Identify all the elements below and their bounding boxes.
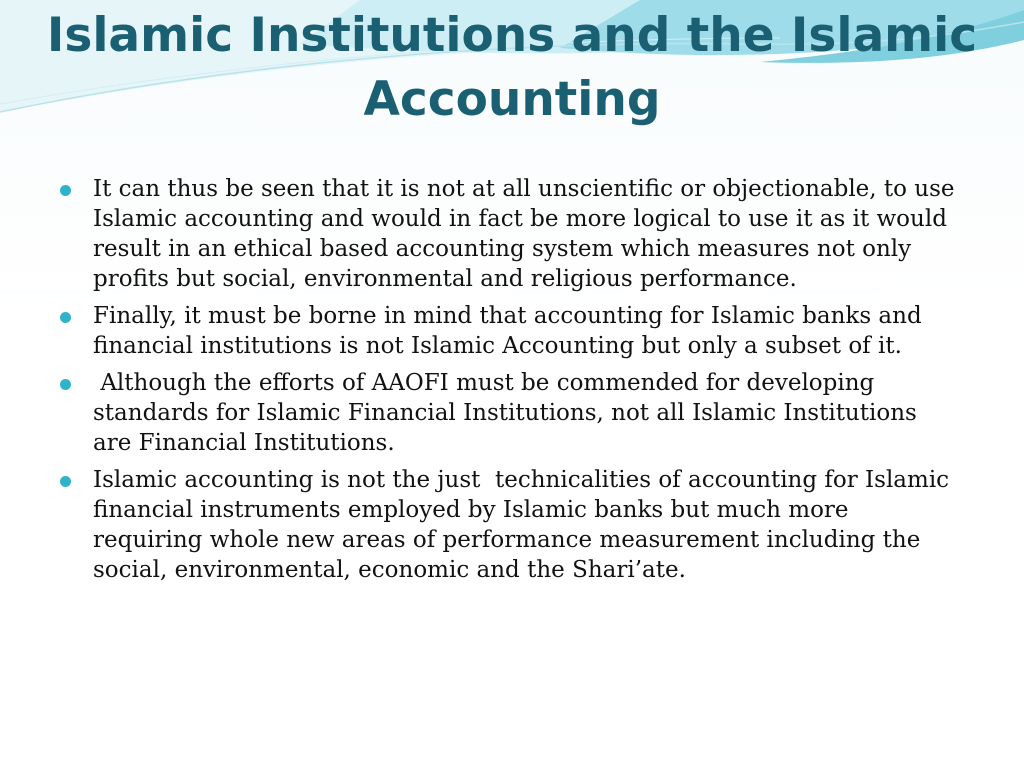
slide-title: Islamic Institutions and the Islamic Accounting [46,8,978,127]
bullet-dot-icon [60,379,71,390]
bullet-dot-icon [60,312,71,323]
bullet-text: Islamic accounting is not the just technicalities of accounting for Islamic financial instruments employed by Islamic banks but much more requiring whole new areas of performance measurement including the social, environmental, economic and the Shari’ate. [93,467,957,583]
bullet-item [60,368,960,458]
bullet-text: It can thus be seen that it is not at all unscientific or objectionable, to use Islamic accounting and would in fact be more logical to use it as it would result in an ethical based accounting system which measures not only profits but social, environmental and religious performance. [93,176,955,292]
bullet-dot-icon [60,185,71,196]
bullet-text: Although the efforts of AAOFI must be commended for developing standards for Islamic Financial Institutions, not all Islamic Institutions are Financial Institutions. [93,370,925,456]
bullet-list [60,174,960,592]
bullet-item [60,301,960,361]
bullet-item [60,174,960,294]
bullet-dot-icon [60,476,71,487]
bullet-item [60,465,960,585]
bullet-text: Finally, it must be borne in mind that accounting for Islamic banks and financial institutions is not Islamic Accounting but only a subset of it. [93,303,922,359]
